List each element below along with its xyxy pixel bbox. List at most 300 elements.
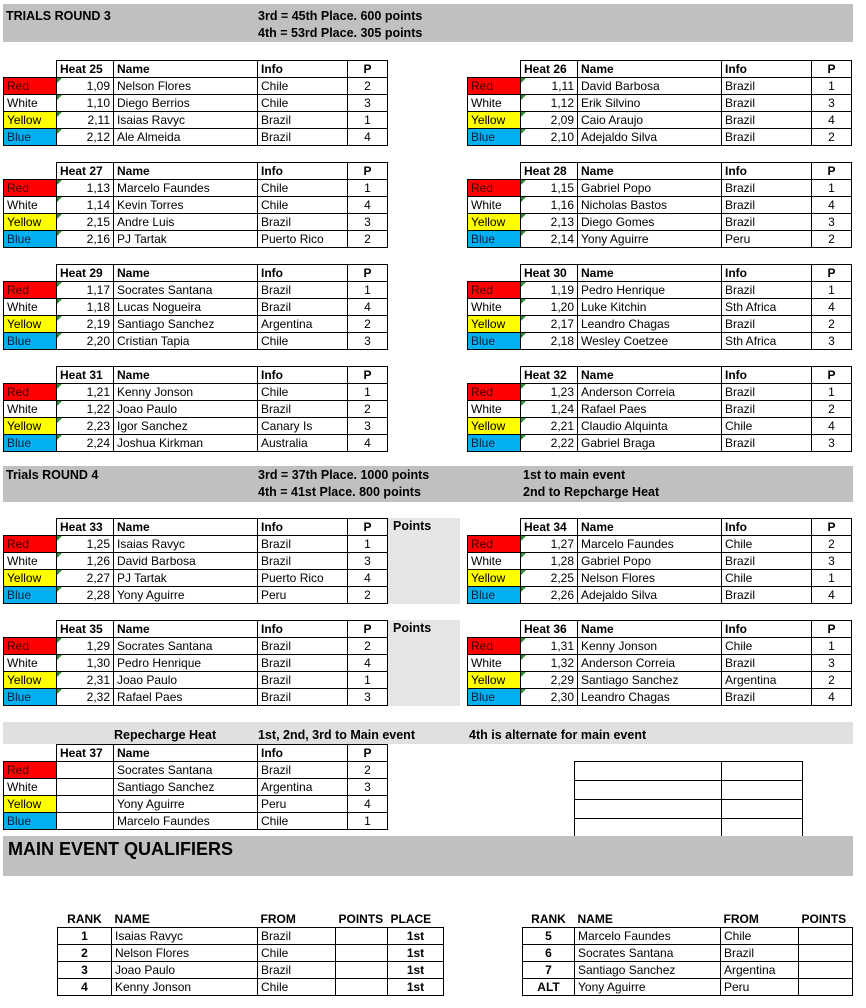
surfer-name: Gabriel Popo bbox=[578, 553, 722, 570]
info-header: Info bbox=[258, 163, 348, 180]
heat-seed: 2,24 bbox=[57, 435, 114, 452]
heat-title: Heat 31 bbox=[57, 367, 114, 384]
surfer-place: 2 bbox=[812, 536, 852, 553]
heat-row bbox=[468, 587, 852, 604]
round3-note-2: 4th = 53rd Place. 305 points bbox=[258, 26, 423, 40]
qualifier-row bbox=[523, 979, 853, 996]
heat-row bbox=[468, 536, 852, 553]
heat-seed: 2,22 bbox=[521, 435, 578, 452]
surfer-place: 3 bbox=[348, 95, 388, 112]
surfer-info: Brazil bbox=[722, 197, 812, 214]
surfer-name: Pedro Henrique bbox=[578, 282, 722, 299]
name-header: Name bbox=[578, 621, 722, 638]
surfer-info: Brazil bbox=[258, 282, 348, 299]
surfer-place: 3 bbox=[348, 689, 388, 706]
name-header: NAME bbox=[577, 912, 613, 926]
qualifier-place: 1st bbox=[388, 945, 444, 962]
repecharge-note-1: 1st, 2nd, 3rd to Main event bbox=[258, 728, 415, 742]
p-header: P bbox=[348, 265, 388, 282]
heat-row bbox=[4, 282, 388, 299]
heat-37-info: Peru bbox=[258, 796, 348, 813]
heat-title: Heat 28 bbox=[521, 163, 578, 180]
heat-37-seed bbox=[57, 813, 114, 830]
heat-seed: 2,26 bbox=[521, 587, 578, 604]
heat-blank bbox=[468, 61, 521, 78]
heat-33-table bbox=[3, 518, 388, 604]
surfer-place: 3 bbox=[348, 333, 388, 350]
surfer-name: Luke Kitchin bbox=[578, 299, 722, 316]
heat-37-name-header: Name bbox=[114, 745, 258, 762]
qualifier-place: 1st bbox=[388, 928, 444, 945]
surfer-name: PJ Tartak bbox=[114, 570, 258, 587]
heat-row bbox=[468, 689, 852, 706]
heat-seed: 1,11 bbox=[521, 78, 578, 95]
from-header: FROM bbox=[260, 912, 296, 926]
surfer-info: Argentina bbox=[258, 316, 348, 333]
heat-row bbox=[468, 299, 852, 316]
points-header: POINTS bbox=[338, 912, 384, 926]
color-white: White bbox=[468, 401, 521, 418]
qualifier-from: Chile bbox=[258, 979, 336, 996]
color-yellow: Yellow bbox=[4, 316, 57, 333]
heat-seed: 1,15 bbox=[521, 180, 578, 197]
surfer-info: Brazil bbox=[258, 112, 348, 129]
heat-blank bbox=[4, 519, 57, 536]
round3-note-1: 3rd = 45th Place. 600 points bbox=[258, 9, 423, 23]
empty-cell bbox=[575, 762, 722, 781]
heat-26-table bbox=[467, 60, 852, 146]
color-yellow: Yellow bbox=[468, 214, 521, 231]
heat-row bbox=[4, 655, 388, 672]
surfer-name: Kevin Torres bbox=[114, 197, 258, 214]
surfer-place: 1 bbox=[348, 384, 388, 401]
heat-title: Heat 30 bbox=[521, 265, 578, 282]
heat-37-place: 4 bbox=[348, 796, 388, 813]
qualifier-rank: 4 bbox=[58, 979, 112, 996]
heat-row bbox=[468, 672, 852, 689]
heat-row bbox=[468, 638, 852, 655]
heat-row bbox=[4, 129, 388, 146]
surfer-name: Kenny Jonson bbox=[578, 638, 722, 655]
color-red: Red bbox=[4, 384, 57, 401]
surfer-place: 4 bbox=[812, 299, 852, 316]
heat-blank bbox=[4, 621, 57, 638]
empty-cell bbox=[722, 800, 803, 819]
heat-title: Heat 26 bbox=[521, 61, 578, 78]
surfer-info: Brazil bbox=[722, 95, 812, 112]
rank-header: RANK bbox=[67, 912, 102, 926]
surfer-place: 2 bbox=[348, 316, 388, 333]
heat-37-info: Brazil bbox=[258, 762, 348, 779]
heat-title: Heat 33 bbox=[57, 519, 114, 536]
heat-row bbox=[468, 418, 852, 435]
surfer-place: 2 bbox=[348, 587, 388, 604]
surfer-place: 4 bbox=[812, 689, 852, 706]
heat-row bbox=[4, 197, 388, 214]
heat-seed: 1,24 bbox=[521, 401, 578, 418]
name-header: NAME bbox=[114, 912, 150, 926]
surfer-info: Brazil bbox=[722, 214, 812, 231]
surfer-name: Andre Luis bbox=[114, 214, 258, 231]
surfer-name: Claudio Alquinta bbox=[578, 418, 722, 435]
info-header: Info bbox=[258, 519, 348, 536]
info-header: Info bbox=[722, 519, 812, 536]
heat-row bbox=[4, 689, 388, 706]
surfer-name: Yony Aguirre bbox=[578, 231, 722, 248]
color-yellow: Yellow bbox=[468, 418, 521, 435]
surfer-place: 2 bbox=[348, 401, 388, 418]
heat-row bbox=[468, 282, 852, 299]
heat-31-table bbox=[3, 366, 388, 452]
qualifier-name: Isaias Ravyc bbox=[112, 928, 258, 945]
color-red: Red bbox=[468, 282, 521, 299]
qualifier-points bbox=[799, 979, 853, 996]
heat-37-name: Socrates Santana bbox=[114, 762, 258, 779]
heat-row bbox=[4, 95, 388, 112]
surfer-info: Brazil bbox=[258, 401, 348, 418]
heat-seed: 1,27 bbox=[521, 536, 578, 553]
heat-row bbox=[468, 95, 852, 112]
qualifier-from: Brazil bbox=[258, 962, 336, 979]
heat-title: Heat 25 bbox=[57, 61, 114, 78]
surfer-info: Brazil bbox=[258, 299, 348, 316]
heat-row bbox=[468, 570, 852, 587]
surfer-info: Brazil bbox=[258, 655, 348, 672]
surfer-place: 1 bbox=[812, 282, 852, 299]
color-white: White bbox=[4, 553, 57, 570]
qualifier-points bbox=[799, 945, 853, 962]
heat-seed: 2,32 bbox=[57, 689, 114, 706]
heat-seed: 1,30 bbox=[57, 655, 114, 672]
surfer-place: 2 bbox=[812, 316, 852, 333]
info-header: Info bbox=[258, 265, 348, 282]
heat-seed: 2,27 bbox=[57, 570, 114, 587]
heat-row bbox=[468, 214, 852, 231]
surfer-info: Brazil bbox=[722, 401, 812, 418]
empty-cell bbox=[575, 800, 722, 819]
surfer-place: 3 bbox=[812, 333, 852, 350]
round3-title: TRIALS ROUND 3 bbox=[6, 9, 111, 23]
color-blue: Blue bbox=[4, 689, 57, 706]
qualifier-from: Peru bbox=[721, 979, 799, 996]
heat-row bbox=[4, 435, 388, 452]
heat-37-blank bbox=[4, 745, 57, 762]
heat-row bbox=[4, 418, 388, 435]
heat-seed: 1,29 bbox=[57, 638, 114, 655]
color-white: White bbox=[468, 655, 521, 672]
surfer-place: 1 bbox=[348, 282, 388, 299]
name-header: Name bbox=[578, 163, 722, 180]
name-header: Name bbox=[114, 519, 258, 536]
info-header: Info bbox=[258, 621, 348, 638]
heat-seed: 1,17 bbox=[57, 282, 114, 299]
qualifier-points bbox=[336, 962, 388, 979]
color-blue: Blue bbox=[4, 587, 57, 604]
qualifier-rank: 6 bbox=[523, 945, 575, 962]
surfer-info: Chile bbox=[722, 536, 812, 553]
p-header: P bbox=[812, 367, 852, 384]
heat-seed: 1,20 bbox=[521, 299, 578, 316]
round4-note-1: 3rd = 37th Place. 1000 points bbox=[258, 468, 430, 482]
surfer-info: Brazil bbox=[258, 638, 348, 655]
qualifier-points bbox=[336, 945, 388, 962]
heat-row bbox=[4, 553, 388, 570]
color-red: Red bbox=[4, 282, 57, 299]
surfer-place: 1 bbox=[812, 180, 852, 197]
surfer-place: 3 bbox=[348, 214, 388, 231]
surfer-info: Brazil bbox=[258, 553, 348, 570]
heat-seed: 2,31 bbox=[57, 672, 114, 689]
heat-row bbox=[4, 180, 388, 197]
surfer-name: Cristian Tapia bbox=[114, 333, 258, 350]
p-header: P bbox=[812, 621, 852, 638]
surfer-info: Brazil bbox=[722, 282, 812, 299]
surfer-place: 3 bbox=[348, 553, 388, 570]
surfer-name: Joshua Kirkman bbox=[114, 435, 258, 452]
surfer-name: Caio Araujo bbox=[578, 112, 722, 129]
surfer-name: Nelson Flores bbox=[578, 570, 722, 587]
qualifier-row bbox=[523, 962, 853, 979]
empty-cell bbox=[575, 819, 722, 838]
surfer-place: 4 bbox=[348, 299, 388, 316]
heat-row bbox=[4, 384, 388, 401]
heat-seed: 2,10 bbox=[521, 129, 578, 146]
surfer-name: Santiago Sanchez bbox=[578, 672, 722, 689]
color-red: Red bbox=[468, 638, 521, 655]
surfer-info: Chile bbox=[258, 333, 348, 350]
surfer-name: Adejaldo Silva bbox=[578, 587, 722, 604]
color-red: Red bbox=[4, 78, 57, 95]
surfer-info: Brazil bbox=[722, 384, 812, 401]
qualifier-points bbox=[336, 979, 388, 996]
surfer-name: David Barbosa bbox=[114, 553, 258, 570]
surfer-name: Leandro Chagas bbox=[578, 689, 722, 706]
qualifier-row bbox=[523, 945, 853, 962]
surfer-info: Brazil bbox=[722, 689, 812, 706]
surfer-place: 1 bbox=[348, 180, 388, 197]
heat-title: Heat 36 bbox=[521, 621, 578, 638]
qualifier-row bbox=[58, 945, 444, 962]
qualifier-row bbox=[58, 962, 444, 979]
name-header: Name bbox=[114, 367, 258, 384]
p-header: P bbox=[812, 265, 852, 282]
heat-title: Heat 29 bbox=[57, 265, 114, 282]
surfer-place: 4 bbox=[812, 587, 852, 604]
qualifier-name: Kenny Jonson bbox=[112, 979, 258, 996]
heat-37-name: Santiago Sanchez bbox=[114, 779, 258, 796]
heat-seed: 1,13 bbox=[57, 180, 114, 197]
heat-seed: 2,12 bbox=[57, 129, 114, 146]
surfer-place: 4 bbox=[812, 112, 852, 129]
heat-37-place: 2 bbox=[348, 762, 388, 779]
color-yellow: Yellow bbox=[4, 570, 57, 587]
qualifier-row bbox=[58, 979, 444, 996]
qualifier-name: Joao Paulo bbox=[112, 962, 258, 979]
heat-seed: 2,23 bbox=[57, 418, 114, 435]
surfer-name: Igor Sanchez bbox=[114, 418, 258, 435]
surfer-place: 1 bbox=[348, 112, 388, 129]
qualifier-from: Chile bbox=[721, 928, 799, 945]
heat-blank bbox=[468, 621, 521, 638]
surfer-place: 2 bbox=[812, 401, 852, 418]
surfer-place: 4 bbox=[348, 197, 388, 214]
color-red: Red bbox=[468, 536, 521, 553]
surfer-place: 2 bbox=[812, 672, 852, 689]
p-header: P bbox=[812, 519, 852, 536]
p-header: P bbox=[348, 163, 388, 180]
heat-blank bbox=[468, 163, 521, 180]
color-blue: Blue bbox=[468, 333, 521, 350]
surfer-info: Brazil bbox=[722, 435, 812, 452]
heat-32-table bbox=[467, 366, 852, 452]
heat-row bbox=[468, 180, 852, 197]
qualifier-from: Chile bbox=[258, 945, 336, 962]
surfer-info: Brazil bbox=[722, 655, 812, 672]
heat-title: Heat 34 bbox=[521, 519, 578, 536]
info-header: Info bbox=[722, 367, 812, 384]
info-header: Info bbox=[722, 61, 812, 78]
heat-blank bbox=[4, 367, 57, 384]
surfer-place: 2 bbox=[348, 231, 388, 248]
repecharge-title: Repecharge Heat bbox=[114, 728, 217, 742]
color-white: White bbox=[4, 401, 57, 418]
heat-row bbox=[468, 316, 852, 333]
name-header: Name bbox=[578, 367, 722, 384]
p-header: P bbox=[348, 519, 388, 536]
heat-row bbox=[4, 112, 388, 129]
heat-row bbox=[4, 214, 388, 231]
heat-seed: 2,21 bbox=[521, 418, 578, 435]
surfer-info: Brazil bbox=[722, 78, 812, 95]
heat-row bbox=[468, 197, 852, 214]
heat-seed: 2,15 bbox=[57, 214, 114, 231]
heat-title: Heat 27 bbox=[57, 163, 114, 180]
heat-37-info: Argentina bbox=[258, 779, 348, 796]
heat-row bbox=[468, 129, 852, 146]
heat-seed: 2,20 bbox=[57, 333, 114, 350]
info-header: Info bbox=[722, 265, 812, 282]
points-header: POINTS bbox=[801, 912, 847, 926]
surfer-info: Canary Is bbox=[258, 418, 348, 435]
qualifier-name: Nelson Flores bbox=[112, 945, 258, 962]
surfer-info: Peru bbox=[722, 231, 812, 248]
empty-cell bbox=[722, 781, 803, 800]
color-yellow: Yellow bbox=[4, 796, 57, 813]
surfer-info: Brazil bbox=[258, 536, 348, 553]
surfer-info: Chile bbox=[258, 197, 348, 214]
surfer-name: PJ Tartak bbox=[114, 231, 258, 248]
heat-title: Heat 35 bbox=[57, 621, 114, 638]
heat-row bbox=[4, 672, 388, 689]
heat-blank bbox=[4, 163, 57, 180]
surfer-place: 1 bbox=[812, 78, 852, 95]
surfer-info: Chile bbox=[258, 180, 348, 197]
surfer-place: 3 bbox=[812, 214, 852, 231]
info-header: Info bbox=[722, 621, 812, 638]
surfer-info: Puerto Rico bbox=[258, 231, 348, 248]
color-blue: Blue bbox=[468, 129, 521, 146]
surfer-name: Kenny Jonson bbox=[114, 384, 258, 401]
qualifier-name: Marcelo Faundes bbox=[575, 928, 721, 945]
color-yellow: Yellow bbox=[4, 112, 57, 129]
heat-seed: 2,19 bbox=[57, 316, 114, 333]
surfer-place: 2 bbox=[348, 638, 388, 655]
qualifier-row bbox=[523, 928, 853, 945]
qualifier-rank: 1 bbox=[58, 928, 112, 945]
round3-header-band bbox=[3, 4, 853, 42]
surfer-info: Peru bbox=[258, 587, 348, 604]
heat-blank bbox=[4, 61, 57, 78]
surfer-name: Nicholas Bastos bbox=[578, 197, 722, 214]
heat-seed: 1,18 bbox=[57, 299, 114, 316]
color-blue: Blue bbox=[4, 333, 57, 350]
heat-seed: 1,25 bbox=[57, 536, 114, 553]
heat-37-table bbox=[3, 744, 388, 830]
round4-note-3: 1st to main event bbox=[523, 468, 626, 482]
color-blue: Blue bbox=[4, 435, 57, 452]
heat-row bbox=[468, 333, 852, 350]
empty-cell bbox=[575, 781, 722, 800]
surfer-info: Brazil bbox=[722, 553, 812, 570]
heat-seed: 2,09 bbox=[521, 112, 578, 129]
heat-seed: 1,09 bbox=[57, 78, 114, 95]
repecharge-note-2: 4th is alternate for main event bbox=[469, 728, 647, 742]
heat-28-table bbox=[467, 162, 852, 248]
heat-row bbox=[468, 384, 852, 401]
color-blue: Blue bbox=[4, 129, 57, 146]
surfer-place: 4 bbox=[812, 197, 852, 214]
heat-seed: 2,28 bbox=[57, 587, 114, 604]
heat-34-table bbox=[467, 518, 852, 604]
heat-seed: 2,30 bbox=[521, 689, 578, 706]
heat-seed: 1,26 bbox=[57, 553, 114, 570]
heat-37-place: 3 bbox=[348, 779, 388, 796]
heat-seed: 1,22 bbox=[57, 401, 114, 418]
qualifier-points bbox=[799, 962, 853, 979]
heat-title: Heat 32 bbox=[521, 367, 578, 384]
surfer-name: Anderson Correia bbox=[578, 384, 722, 401]
surfer-name: Joao Paulo bbox=[114, 672, 258, 689]
surfer-name: Adejaldo Silva bbox=[578, 129, 722, 146]
heat-seed: 1,32 bbox=[521, 655, 578, 672]
p-header: P bbox=[812, 163, 852, 180]
surfer-name: Ale Almeida bbox=[114, 129, 258, 146]
color-white: White bbox=[4, 779, 57, 796]
heat-seed: 2,17 bbox=[521, 316, 578, 333]
heat-seed: 1,14 bbox=[57, 197, 114, 214]
qualifier-from: Brazil bbox=[721, 945, 799, 962]
heat-seed: 1,12 bbox=[521, 95, 578, 112]
round4-note-4: 2nd to Repcharge Heat bbox=[523, 485, 660, 499]
surfer-name: Isaias Ravyc bbox=[114, 112, 258, 129]
color-yellow: Yellow bbox=[468, 112, 521, 129]
color-blue: Blue bbox=[4, 813, 57, 830]
qualifier-row bbox=[58, 928, 444, 945]
surfer-info: Chile bbox=[258, 95, 348, 112]
p-header: P bbox=[348, 367, 388, 384]
surfer-place: 3 bbox=[812, 95, 852, 112]
qualifier-points bbox=[799, 928, 853, 945]
surfer-place: 4 bbox=[348, 655, 388, 672]
surfer-name: Socrates Santana bbox=[114, 282, 258, 299]
qualifier-place: 1st bbox=[388, 979, 444, 996]
surfer-name: Lucas Nogueira bbox=[114, 299, 258, 316]
qualifiers-left-table bbox=[57, 911, 444, 996]
info-header: Info bbox=[258, 61, 348, 78]
color-red: Red bbox=[468, 384, 521, 401]
surfer-info: Australia bbox=[258, 435, 348, 452]
surfer-name: Leandro Chagas bbox=[578, 316, 722, 333]
